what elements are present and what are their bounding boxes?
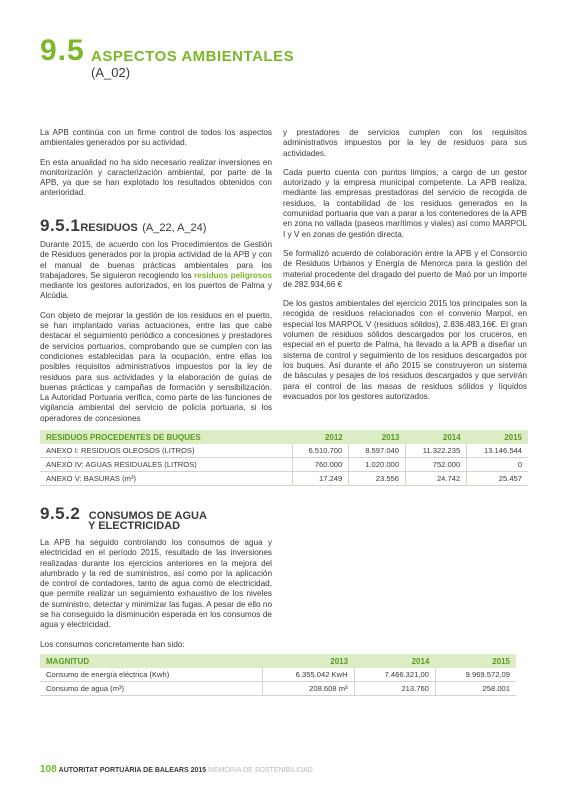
subsection-number: 9.5.2 <box>40 504 81 523</box>
table-row <box>40 444 528 458</box>
table-header: 2014 <box>406 430 467 444</box>
consumos-body <box>40 538 272 650</box>
page-footer <box>40 764 313 775</box>
consumption-table <box>40 654 516 696</box>
paragraph: Cada puerto cuenta con puntos limpios, a cargo de un gestor autorizado y la empresa municipal competente. La APB realiza, mediante las empresas prestadoras del servicio de recogida de residuos, la contabilidad de los residuos generados en la comunidad portuaria que van a parar a los contenedores de la APB en zona no vallada (paseos marítimos y viales) así como MARPOL I y V en zonas de gestión directa. <box>283 167 527 239</box>
subsection-title: RESIDUOS <box>80 222 138 234</box>
left-column-body <box>40 240 272 424</box>
table-cell: 24.742 <box>406 472 467 486</box>
table-header: 2014 <box>354 654 435 668</box>
subsection-heading-residuos <box>40 216 206 236</box>
table-header-row <box>40 430 528 444</box>
table-row <box>40 682 516 696</box>
footer-org: AUTORITAT PORTUÀRIA DE BALEARS 2015 <box>58 767 207 774</box>
table-row <box>40 668 516 682</box>
paragraph: Los consumos concretamente han sido: <box>40 639 185 649</box>
paragraph: De los gastos ambientales del ejercicio 2015 los principales son la recogida de residuos relacionados con el convenio Marpol, en especial los MARPOL V (residuos sólidos), 2.836.483,16€. El gran volumen de residuos sólidos descargados por los cruceros, en especial en el puerto de Palma, ha llevado a la APB a diseñar un sistema de control y seguimiento de los residuos descargados por los buques. Así durante el año 2015 se construyeron un sistema de básculas y pesajes de los residuos descargados y que servirán para el control de las masas de residuos sólidos y líquidos evacuados por los gestores autorizados. <box>283 299 527 401</box>
paragraph: Con objeto de mejorar la gestión de los residuos en el puerto, se han implantado varias actuaciones, entre las que cabe destacar el seguimiento periódico a concesiones y prestadores de servicios portuarios, comprobando que se cumplen con las condiciones establecidas para la ocupación, entre ellas los posibles requisitos administrativos impuestos por la ley de residuos para sus actividades y la elaboración de guías de buenas prácticas y campañas de formación y sensibilización. La Autoridad Portuaria verifica, como parte de las funciones de vigilancia ambiental del servicio de policía portuaria, si los operadores de concesiones <box>40 310 272 423</box>
table-cell: 208.608 m³ <box>262 682 354 696</box>
table-cell: 17.249 <box>292 472 349 486</box>
table-cell: 760.000 <box>292 458 349 472</box>
table-cell: 1.020.000 <box>349 458 406 472</box>
table-header: 2013 <box>262 654 354 668</box>
table-cell: 8.597.040 <box>349 444 406 458</box>
footer-memo: MEMORIA DE SOSTENIBILIDAD <box>208 767 313 774</box>
table-header: 2015 <box>467 430 528 444</box>
table-header: 2015 <box>435 654 516 668</box>
table-header-row <box>40 654 516 668</box>
paragraph: En esta anualidad no ha sido necesario realizar inversiones en monitorización y caracterización ambiental, por parte de la APB, ya que se han explotado los resultados obtenidos con anterioridad. <box>40 157 272 198</box>
section-title: ASPECTOS AMBIENTALES <box>91 48 295 65</box>
table-row <box>40 458 528 472</box>
table-cell: ANEXO IV: AGUAS RESIDUALES (LITROS) <box>40 458 292 472</box>
table-cell: 6.355.042 KwH <box>262 668 354 682</box>
table-cell: 213.760 <box>354 682 435 696</box>
table-cell: Consumo de energía eléctrica (Kwh) <box>40 668 262 682</box>
table-header: RESIDUOS PROCEDENTES DE BUQUES <box>40 430 292 444</box>
table-cell: 11.322.235 <box>406 444 467 458</box>
paragraph: Se formalizó acuerdo de colaboración entre la APB y el Consorcio de Residuos Urbanos y Energía de Menorca para la gestión del material procedente del dragado del puerto de Maó por un importe de 282.934,66 € <box>283 248 527 289</box>
left-column <box>40 128 272 199</box>
page-number: 108 <box>40 764 57 775</box>
table-cell: 258.001 <box>435 682 516 696</box>
paragraph: La APB ha seguido controlando los consumos de agua y electricidad en el período 2015, resultado de las inversiones realizadas durante los ejercicios anteriores en la mejora del alumbrado y la red de suministros, así como por la aplicación de control de contadores, tanto de agua como de electricidad, que permite realizar un seguimiento exhaustivo de los niveles de suministro, detectar y minimizar las fugas. A pesar de ello no se ha conseguido la disminución esperada en los consumos de agua y electricidad. <box>40 538 272 630</box>
subsection-title-line2: Y ELECTRICIDAD <box>88 520 181 532</box>
table-cell: ANEXO I: RESIDUOS OLEOSOS (LITROS) <box>40 444 292 458</box>
table-row <box>40 472 528 486</box>
paragraph: y prestadores de servicios cumplen con los requisitos administrativos impuestos por la ley de residuos para sus actividades. <box>283 128 527 158</box>
table-header: 2012 <box>292 430 349 444</box>
table-cell: 6.510.700 <box>292 444 349 458</box>
table-cell: 9.969.572,09 <box>435 668 516 682</box>
subsection-title: CONSUMOS DE AGUA <box>88 510 207 522</box>
waste-table <box>40 430 528 486</box>
table-cell: ANEXO V: BASURAS (m³) <box>40 472 292 486</box>
paragraph: Durante 2015, de acuerdo con los Procedimientos de Gestión de Residuos generados por la propia actividad de la APB y con el manual de buenas prácticas ambientales para los trabajadores, Se siguieron recogiendo los residuos peligrosos mediante los gestores autorizados, en los puertos de Palma y Alcúdia. <box>40 240 272 301</box>
right-column <box>283 128 527 402</box>
subsection-code: (A_22, A_24) <box>142 222 207 234</box>
table-cell: 0 <box>467 458 528 472</box>
section-code: (A_02) <box>91 65 131 80</box>
table-cell: 23.556 <box>349 472 406 486</box>
table-cell: 7.466.321,00 <box>354 668 435 682</box>
section-number: 9.5 <box>40 34 85 67</box>
subsection-number: 9.5.1 <box>40 216 81 235</box>
paragraph: La APB continúa con un firme control de todos los aspectos ambientales generados por su actividad. <box>40 128 272 148</box>
table-cell: 25.457 <box>467 472 528 486</box>
table-cell: 13.146.544 <box>467 444 528 458</box>
table-cell: Consumo de agua (m³) <box>40 682 262 696</box>
table-cell: 752.000 <box>406 458 467 472</box>
table-header: MAGNITUD <box>40 654 262 668</box>
table-header: 2013 <box>349 430 406 444</box>
highlight-residuos-peligrosos: residuos peligrosos <box>194 270 272 280</box>
